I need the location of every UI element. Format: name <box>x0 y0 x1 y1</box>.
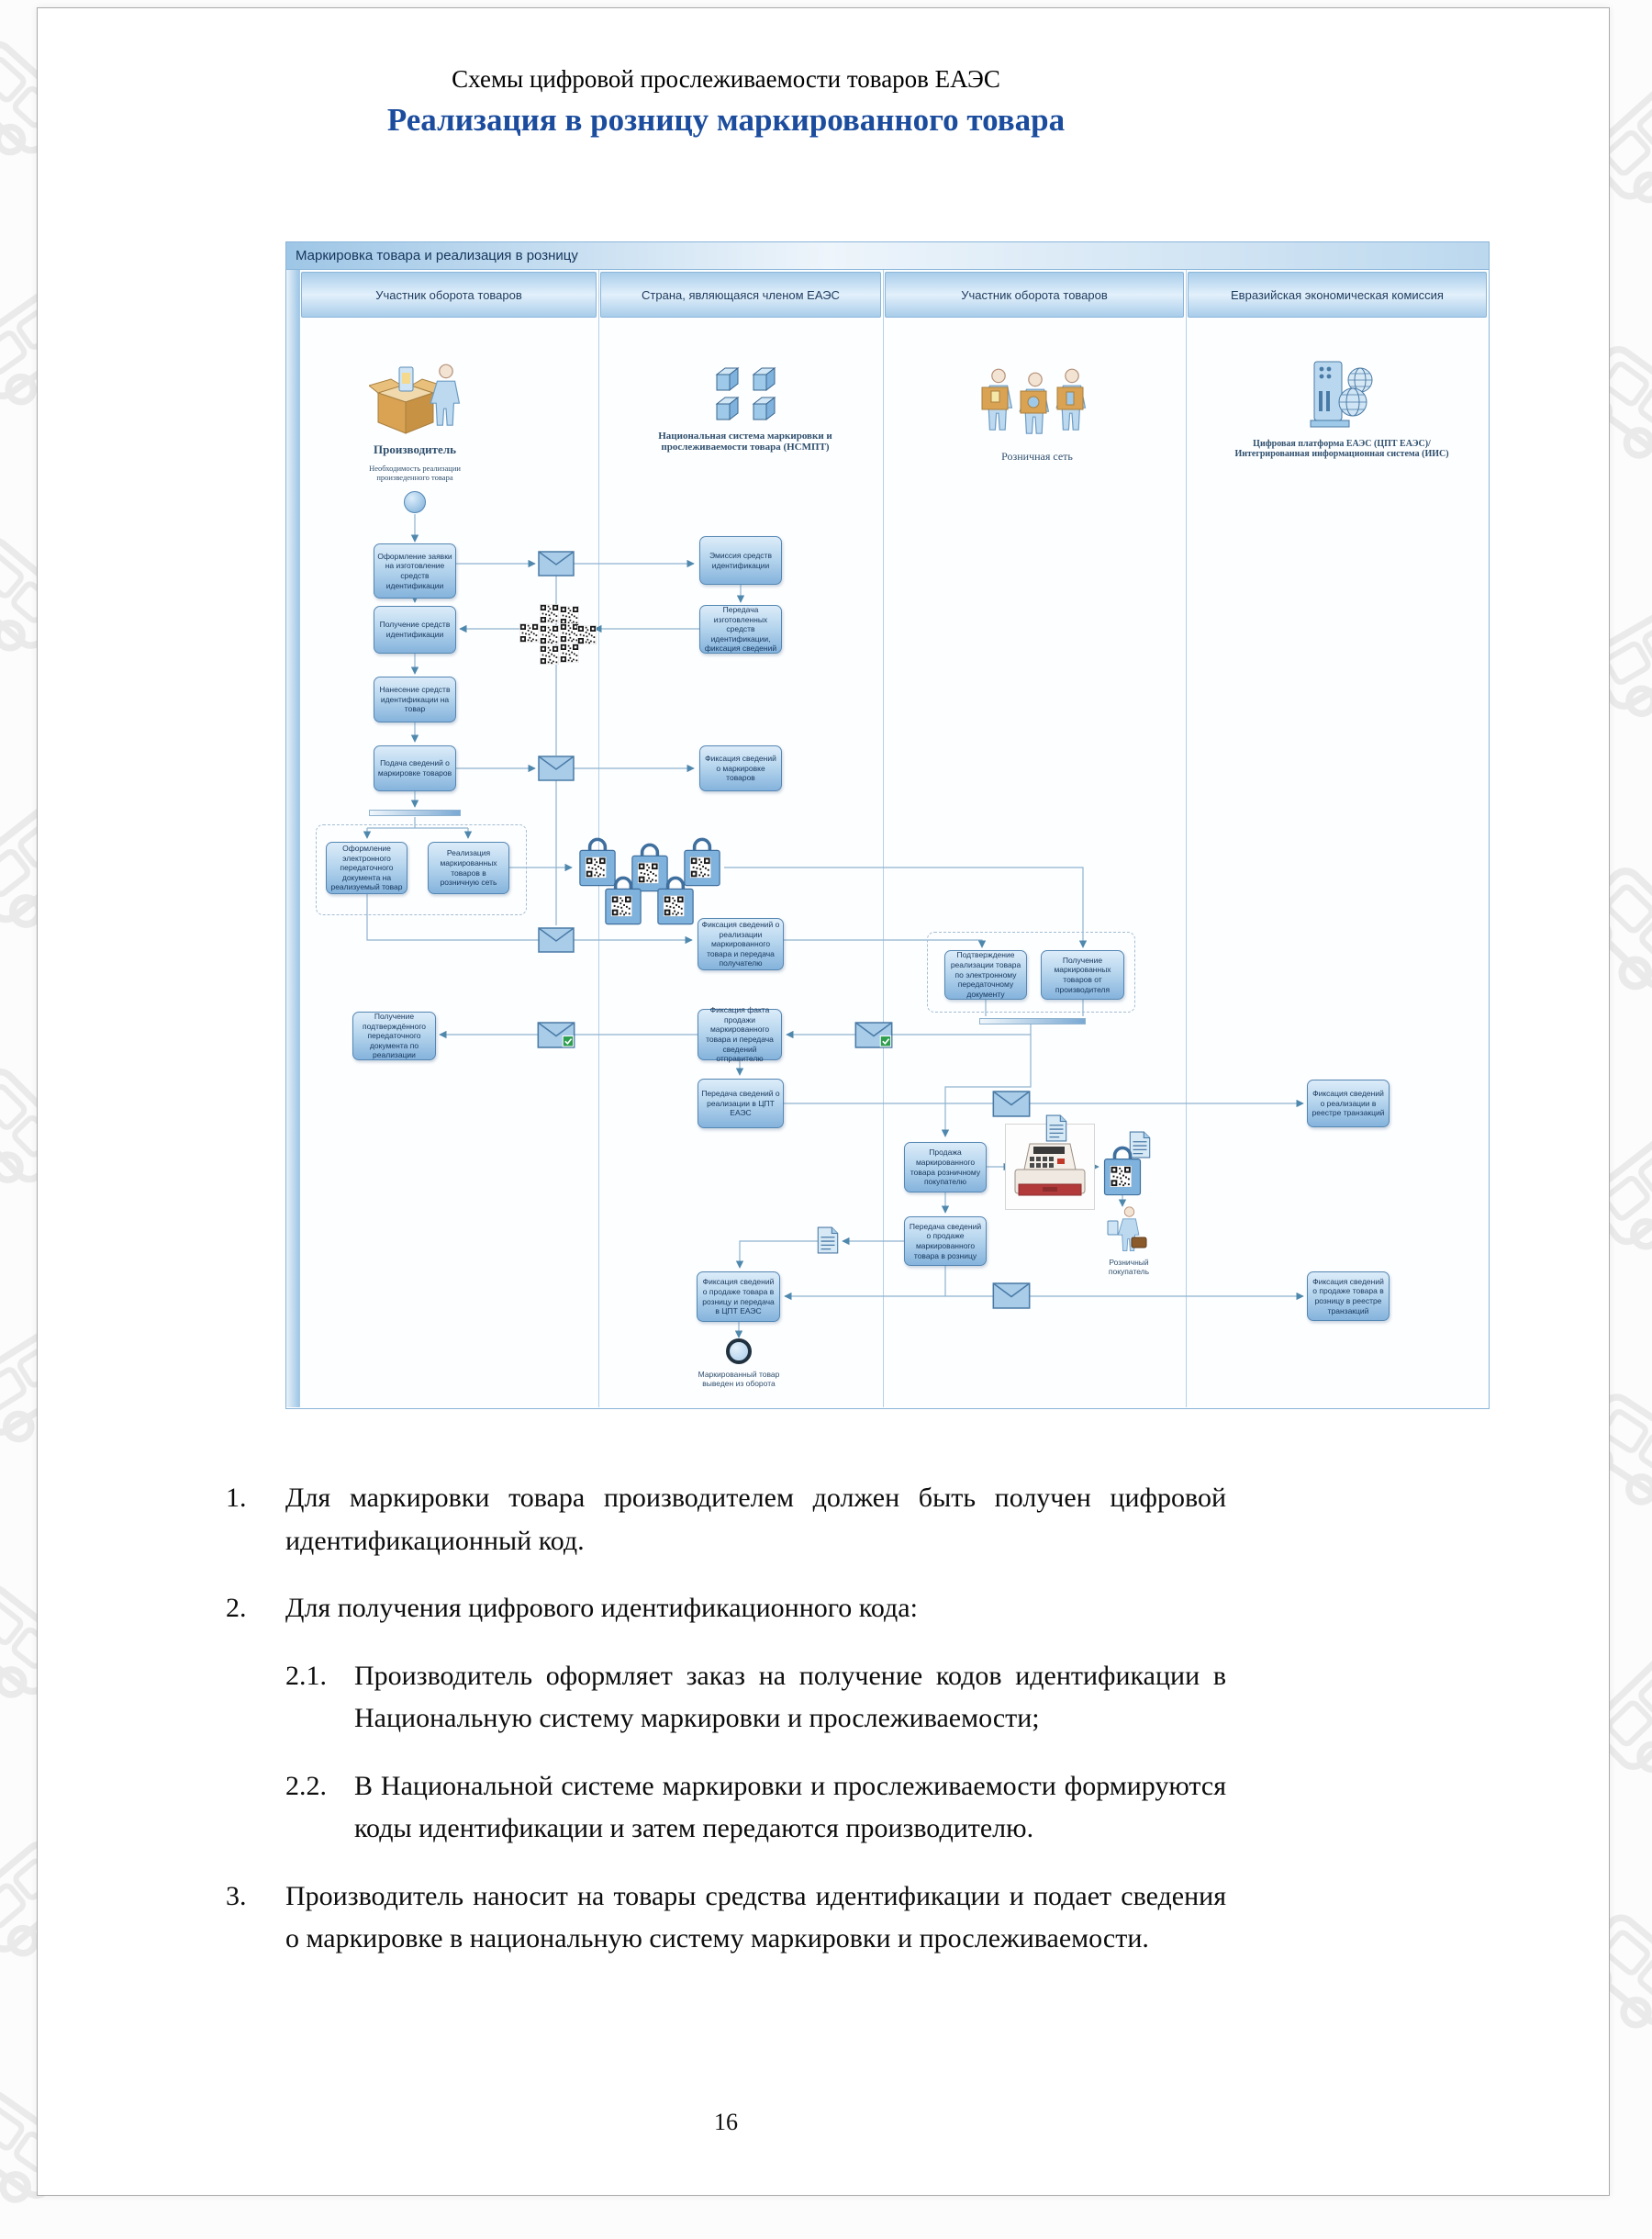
note-text: Производитель наносит на товары средства идентификации и подает сведения о маркировке в национальную систему маркировки и прослеживаемости. <box>285 1880 1226 1954</box>
fork-bar <box>369 810 461 816</box>
node-fix-retail-cpt: Фиксация сведений о продаже товара в розницу и передача в ЦПТ ЕАЭС <box>697 1271 780 1322</box>
platform-label: Цифровая платформа ЕАЭС (ЦПТ ЕАЭС)/ Интегрированная информационная система (ИИС) <box>1234 439 1449 459</box>
lane-header-participant-1: Участник оборота товаров <box>301 272 597 318</box>
traceability-diagram <box>285 241 1490 1409</box>
node-apply-codes: Нанесение средств идентификации на товар <box>374 677 456 722</box>
node-fix-sale-transfer: Фиксация сведений о реализации маркированного товара и передача получателю <box>698 918 784 970</box>
note-number: 1. <box>226 1483 247 1513</box>
pool-title: Маркировка товара и реализация в розницу <box>286 242 1489 270</box>
lane-separator <box>1186 270 1187 1407</box>
note-item-1 <box>226 1477 1226 1562</box>
nsmpt-label: Национальная система маркировки и прослеживаемости товара (НСМПТ) <box>658 431 832 453</box>
lane-header-eec: Евразийская экономическая комиссия <box>1188 272 1487 318</box>
page-title: Реализация в розницу маркированного товара <box>386 102 1066 138</box>
node-sell-to-retail: Реализация маркированных товаров в розничную сеть <box>428 842 509 894</box>
pool-strip <box>286 270 300 1407</box>
cash-register-icon <box>1008 1131 1090 1206</box>
document-page <box>37 7 1610 2196</box>
note-item-2 <box>226 1587 1226 1630</box>
node-registry-retail: Фиксация сведений о продаже товара в розницу в реестре транзакций <box>1307 1271 1390 1321</box>
producer-note: Необходимость реализации произведенного товара <box>369 464 461 482</box>
note-number: 2.1. <box>285 1660 327 1691</box>
envelope-icon <box>538 756 575 781</box>
lane-header-participant-2: Участник оборота товаров <box>885 272 1184 318</box>
note-text: Для маркировки товара производителем должен быть получен цифровой идентификационный код. <box>285 1483 1226 1556</box>
qr-bags-icon <box>575 837 727 929</box>
end-event <box>726 1338 752 1364</box>
buyer-icon <box>1106 1206 1152 1256</box>
note-number: 2.2. <box>285 1770 327 1801</box>
node-fix-marking: Фиксация сведений о маркировке товаров <box>699 745 782 791</box>
node-transfer-codes: Передача изготовленных средств идентификации, фиксация сведений <box>699 605 782 654</box>
node-send-to-cpt: Передача сведений о реализации в ЦПТ ЕАЭС <box>698 1079 784 1128</box>
end-event-label: Маркированный товар выведен из оборота <box>698 1370 780 1388</box>
retail-label: Розничная сеть <box>1001 450 1073 463</box>
note-item-2-1 <box>226 1655 1226 1741</box>
document-header: Схемы цифровой прослеживаемости товаров ЕАЭС <box>452 65 1000 93</box>
retail-network-icon <box>980 360 1094 446</box>
node-edoc: Оформление электронного передаточного документа на реализуемый товар <box>326 842 407 894</box>
envelope-icon <box>538 551 575 577</box>
note-number: 2. <box>226 1593 247 1623</box>
producer-icon <box>369 351 465 440</box>
node-submit-marking: Подача сведений о маркировке товаров <box>374 745 456 791</box>
note-text: Для получения цифрового идентификационного кода: <box>285 1593 918 1623</box>
node-send-retail-info: Передача сведений о продаже маркированного товара в розницу <box>904 1216 987 1266</box>
producer-label: Производитель <box>373 442 456 456</box>
join-bar <box>979 1018 1086 1024</box>
node-receive-goods: Получение маркированных товаров от производителя <box>1041 950 1124 1000</box>
note-text: Производитель оформляет заказ на получение кодов идентификации в Национальную систему маркировки и прослеживаемости; <box>354 1660 1226 1733</box>
node-order-request: Оформление заявки на изготовление средств идентификации <box>374 543 456 599</box>
nsmpt-cubes-icon <box>709 364 784 425</box>
note-text: В Национальной системе маркировки и прослеживаемости формируются коды идентификации и затем передаются производителю. <box>354 1770 1226 1843</box>
start-event <box>404 491 426 513</box>
node-issue-codes: Эмиссия средств идентификации <box>699 536 782 585</box>
qr-codes-cluster-icon <box>518 604 598 666</box>
envelope-check-icon <box>536 1022 576 1048</box>
node-get-confirmed-doc: Получение подтверждённого передаточного документа по реализации <box>352 1012 436 1060</box>
lane-separator <box>883 270 884 1407</box>
node-confirm-sale: Подтверждение реализации товара по электронному передаточному документу <box>944 950 1027 1000</box>
note-number: 3. <box>226 1880 247 1911</box>
document-icon <box>817 1226 839 1254</box>
node-fix-sale-fact: Фиксация факта продажи маркированного товара и передача сведений отправителю <box>698 1009 782 1060</box>
page-number: 16 <box>714 2109 738 2135</box>
note-item-2-2 <box>226 1765 1226 1851</box>
note-item-3 <box>226 1875 1226 1961</box>
buyer-label: Розничный покупатель <box>1108 1258 1150 1276</box>
lane-header-member-state: Страна, являющаяся членом ЕАЭС <box>600 272 881 318</box>
envelope-check-icon <box>854 1022 894 1048</box>
platform-server-icon <box>1307 358 1379 437</box>
qr-bag-icon <box>1099 1146 1145 1197</box>
node-retail-sale: Продажа маркированного товара розничному покупателю <box>904 1142 987 1192</box>
envelope-icon <box>538 927 575 953</box>
envelope-icon <box>991 1282 1032 1309</box>
node-receive-codes: Получение средств идентификации <box>374 606 456 654</box>
node-registry-sale: Фиксация сведений о реализации в реестре транзакций <box>1307 1080 1390 1127</box>
envelope-icon <box>991 1091 1032 1117</box>
notes-list <box>226 1477 1226 1986</box>
